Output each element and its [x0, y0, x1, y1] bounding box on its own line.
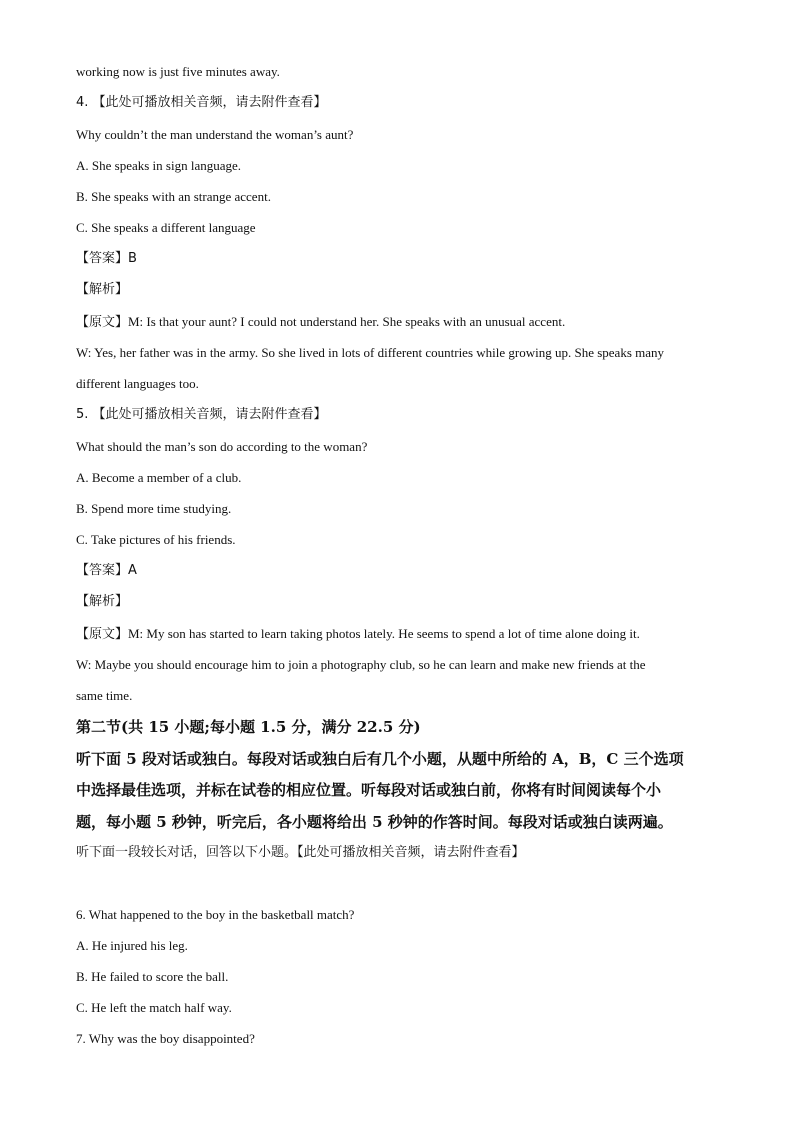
question-6-option-c: C. He left the match half way. — [76, 1000, 232, 1015]
question-5-analysis-label: 【解析】 — [76, 594, 129, 609]
question-5-answer: 【答案】A — [76, 563, 137, 578]
question-6-option-b: B. He failed to score the ball. — [76, 969, 229, 984]
question-4-option-b: B. She speaks with an strange accent. — [76, 189, 271, 204]
question-4-transcript-m: 【原文】M: Is that your aunt? I could not understand her. She speaks with an unusual accent. — [76, 314, 566, 329]
question-5-transcript-w: W: Maybe you should encourage him to join a photography club, so he can learn and make new friends at the — [76, 657, 646, 672]
section-instructions-line-3: 题，每小题 5 秒钟，听完后，各小题将给出 5 秒钟的作答时间。每段对话或独白读两遍。 — [76, 813, 673, 831]
question-4-stem: Why couldn’t the man understand the woman’s aunt? — [76, 127, 354, 142]
passage-continuation: working now is just five minutes away. — [76, 64, 280, 79]
question-5-option-b: B. Spend more time studying. — [76, 501, 232, 516]
question-7-stem: 7. Why was the boy disappointed? — [76, 1031, 255, 1046]
question-5-transcript-m: 【原文】M: My son has started to learn taking photos lately. He seems to spend a lot of time alone doing it. — [76, 626, 640, 641]
question-5-option-c: C. Take pictures of his friends. — [76, 532, 236, 547]
question-5-stem: What should the man’s son do according to the woman? — [76, 439, 368, 454]
section-instructions-line-2: 中选择最佳选项，并标在试卷的相应位置。听每段对话或独白前，你将有时间阅读每个小 — [76, 781, 662, 799]
question-4-transcript-w: W: Yes, her father was in the army. So she lived in lots of different countries while growing up. She speaks many — [76, 345, 665, 360]
section-instructions-line-1: 听下面 5 段对话或独白。每段对话或独白后有几个小题，从题中所给的 A，B，C 三个选项 — [76, 750, 684, 768]
question-4-option-c: C. She speaks a different language — [76, 220, 256, 235]
question-4-analysis-label: 【解析】 — [76, 282, 129, 297]
long-dialogue-intro: 听下面一段较长对话，回答以下小题。【此处可播放相关音频，请去附件查看】 — [76, 845, 525, 860]
question-6-option-a: A. He injured his leg. — [76, 938, 188, 953]
question-5-option-a: A. Become a member of a club. — [76, 470, 242, 485]
question-5-audio-note: 5. 【此处可播放相关音频，请去附件查看】 — [76, 407, 327, 422]
section-heading: 第二节(共 15 小题;每小题 1.5 分，满分 22.5 分) — [76, 718, 421, 736]
question-4-transcript-w-cont: different languages too. — [76, 376, 199, 391]
question-6-stem: 6. What happened to the boy in the basketball match? — [76, 907, 355, 922]
question-4-option-a: A. She speaks in sign language. — [76, 158, 242, 173]
question-4-answer: 【答案】B — [76, 251, 137, 266]
question-5-transcript-w-cont: same time. — [76, 688, 133, 703]
question-4-audio-note: 4. 【此处可播放相关音频，请去附件查看】 — [76, 95, 327, 110]
